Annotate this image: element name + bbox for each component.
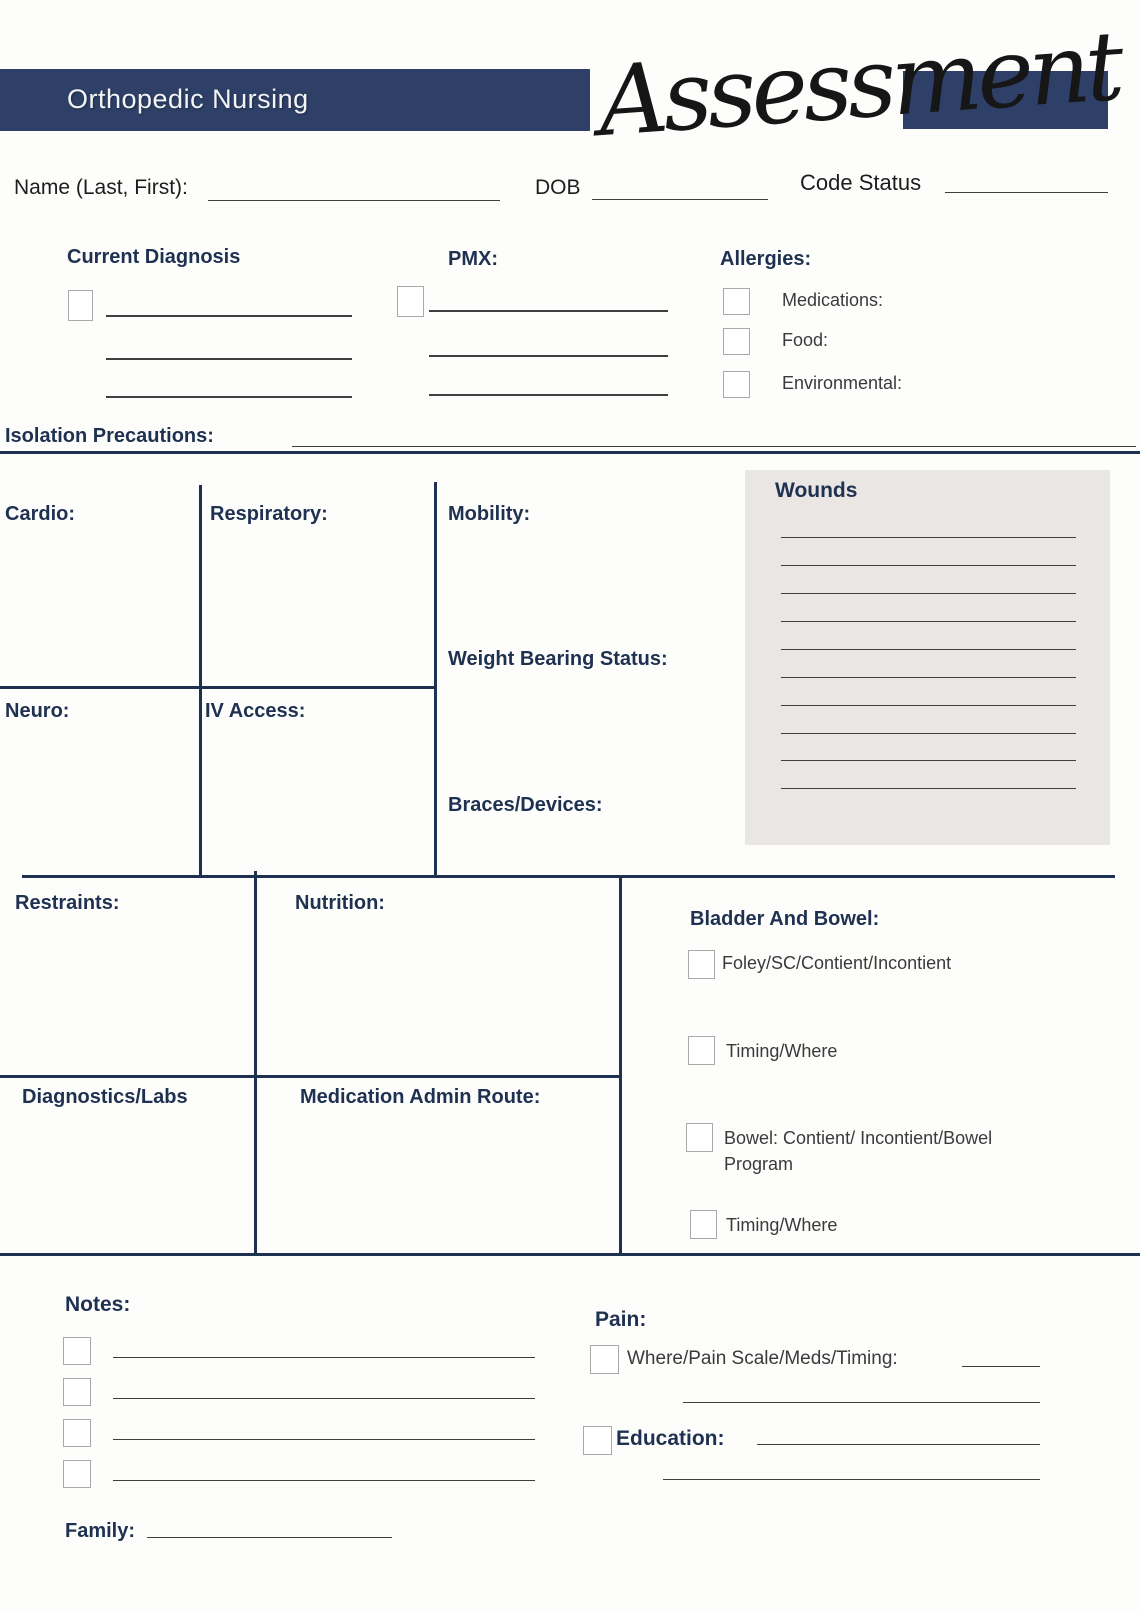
pain-checkbox[interactable] [590, 1345, 619, 1374]
pain-long-line[interactable] [683, 1402, 1040, 1403]
mid-vline-a [254, 871, 257, 1255]
braces-devices-label: Braces/Devices: [448, 794, 603, 816]
grid-vline-1 [199, 485, 202, 876]
pmx-line-3[interactable] [429, 394, 668, 396]
diagnosis-line-1[interactable] [106, 315, 352, 317]
current-diagnosis-checkbox[interactable] [68, 290, 93, 321]
timing-where-2-label: Timing/Where [726, 1215, 838, 1235]
notes-checkbox-4[interactable] [63, 1460, 91, 1488]
education-label: Education: [616, 1427, 725, 1450]
pain-short-line[interactable] [962, 1366, 1040, 1367]
wounds-line-8[interactable] [781, 733, 1076, 734]
section-divider-bottom [0, 1253, 1140, 1256]
script-title: Assessment [594, 9, 1123, 159]
diagnosis-line-2[interactable] [106, 358, 352, 360]
diagnosis-line-3[interactable] [106, 396, 352, 398]
wounds-line-4[interactable] [781, 621, 1076, 622]
education-checkbox[interactable] [583, 1426, 612, 1455]
wounds-line-1[interactable] [781, 537, 1076, 538]
pmx-checkbox[interactable] [397, 286, 424, 317]
section-divider-mid [22, 875, 1115, 878]
notes-checkbox-1[interactable] [63, 1337, 91, 1365]
notes-line-4[interactable] [113, 1480, 535, 1481]
bowel-checkbox[interactable] [686, 1123, 713, 1152]
bladder-bowel-title: Bladder And Bowel: [690, 908, 880, 930]
dob-field-line[interactable] [592, 199, 768, 200]
allergy-food-label: Food: [782, 330, 829, 350]
isolation-precautions-line[interactable] [292, 446, 1136, 447]
allergy-environmental-checkbox[interactable] [723, 371, 750, 398]
notes-line-3[interactable] [113, 1439, 535, 1440]
wounds-line-2[interactable] [781, 565, 1076, 566]
timing-where-1-checkbox[interactable] [688, 1036, 715, 1065]
notes-title: Notes: [65, 1293, 131, 1316]
header-bar [0, 69, 590, 131]
wounds-title: Wounds [775, 479, 858, 502]
wounds-line-10[interactable] [781, 788, 1076, 789]
allergy-environmental-label: Environmental: [782, 373, 903, 393]
dob-label: DOB [535, 176, 581, 199]
wounds-line-9[interactable] [781, 760, 1076, 761]
foley-checkbox[interactable] [688, 950, 715, 979]
respiratory-label: Respiratory: [210, 503, 328, 525]
section-divider-top [0, 451, 1140, 454]
bowel-label: Bowel: Contient/ Incontient/Bowel Program [724, 1128, 993, 1174]
notes-checkbox-3[interactable] [63, 1419, 91, 1447]
code-status-field-line[interactable] [945, 192, 1108, 193]
pmx-line-1[interactable] [429, 310, 668, 312]
mid-hline [0, 1075, 621, 1078]
foley-label: Foley/SC/Contient/Incontient [722, 953, 952, 973]
wounds-line-6[interactable] [781, 677, 1076, 678]
family-line[interactable] [147, 1537, 392, 1538]
name-label: Name (Last, First): [14, 176, 188, 199]
pmx-line-2[interactable] [429, 355, 668, 357]
timing-where-1-label: Timing/Where [726, 1041, 838, 1061]
mid-vline-b [619, 876, 622, 1255]
education-line-2[interactable] [663, 1479, 1040, 1480]
pain-item-label: Where/Pain Scale/Meds/Timing: [627, 1348, 898, 1369]
wounds-line-3[interactable] [781, 593, 1076, 594]
cardio-label: Cardio: [5, 503, 75, 525]
wounds-box [745, 470, 1110, 845]
pmx-title: PMX: [448, 248, 498, 270]
education-line-1[interactable] [757, 1444, 1040, 1445]
notes-line-1[interactable] [113, 1357, 535, 1358]
neuro-label: Neuro: [5, 700, 70, 722]
grid-vline-2 [434, 482, 437, 876]
medication-admin-route-label: Medication Admin Route: [300, 1086, 541, 1108]
diagnostics-labs-label: Diagnostics/Labs [22, 1086, 188, 1108]
timing-where-2-checkbox[interactable] [690, 1210, 717, 1239]
family-label: Family: [65, 1520, 136, 1542]
wounds-line-7[interactable] [781, 705, 1076, 706]
allergies-title: Allergies: [720, 248, 812, 270]
isolation-precautions-label: Isolation Precautions: [5, 425, 214, 447]
pain-title: Pain: [595, 1308, 647, 1331]
notes-checkbox-2[interactable] [63, 1378, 91, 1406]
iv-access-label: IV Access: [205, 700, 306, 722]
allergy-food-checkbox[interactable] [723, 328, 750, 355]
name-field-line[interactable] [208, 200, 500, 201]
wounds-line-5[interactable] [781, 649, 1076, 650]
nutrition-label: Nutrition: [295, 892, 385, 914]
grid-hline [0, 686, 436, 689]
current-diagnosis-title: Current Diagnosis [67, 246, 241, 268]
mobility-label: Mobility: [448, 503, 531, 525]
allergy-medications-checkbox[interactable] [723, 288, 750, 315]
allergy-medications-label: Medications: [782, 290, 884, 310]
weight-bearing-status-label: Weight Bearing Status: [448, 648, 668, 670]
form-title: Orthopedic Nursing [67, 84, 309, 114]
notes-line-2[interactable] [113, 1398, 535, 1399]
restraints-label: Restraints: [15, 892, 120, 914]
code-status-label: Code Status [800, 170, 922, 195]
